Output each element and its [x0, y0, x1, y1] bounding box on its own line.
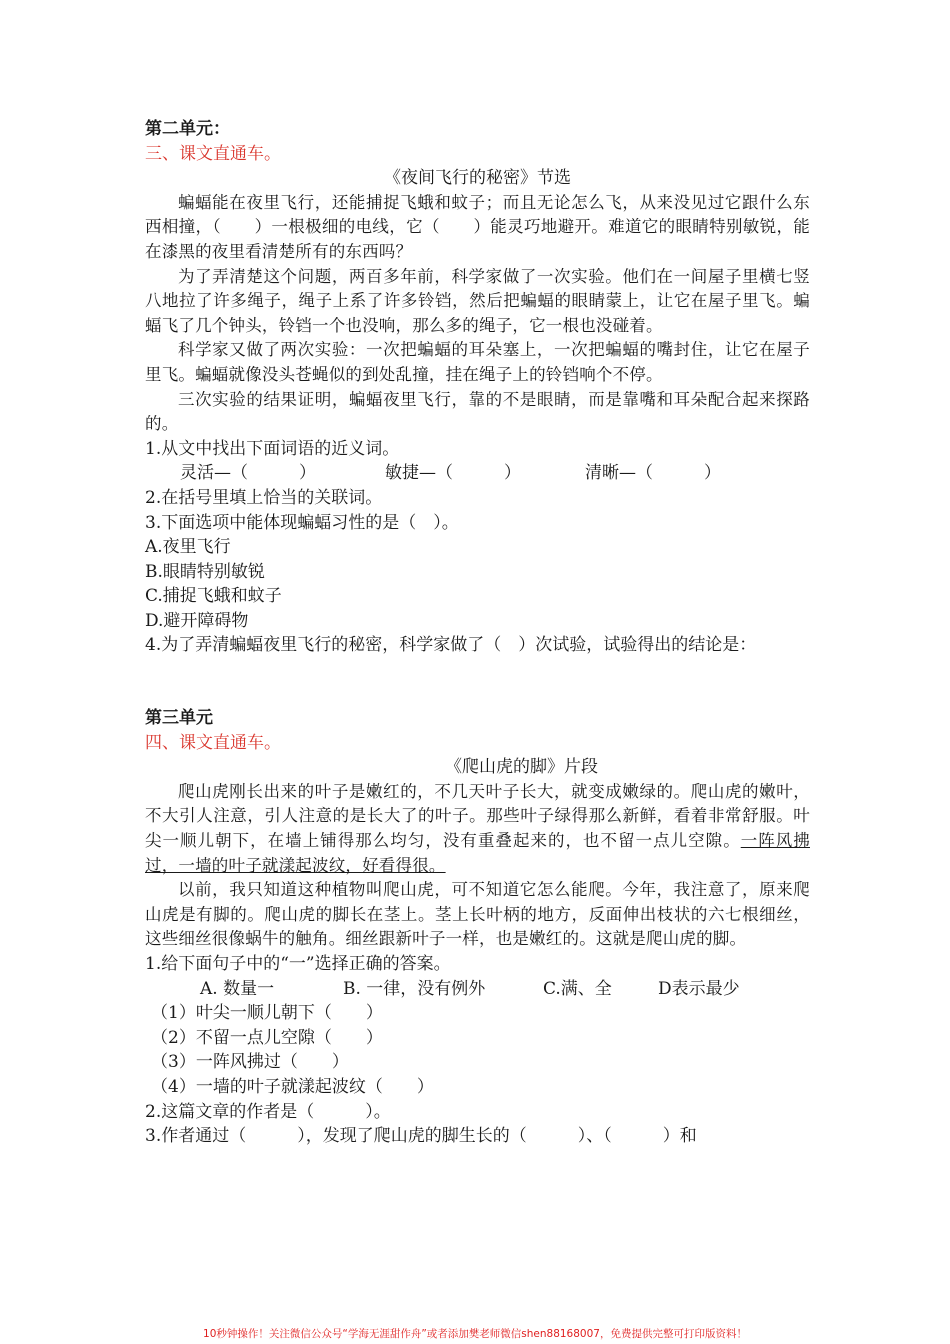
option-c: C.捕捉飞蛾和蚊子 — [145, 586, 282, 607]
unit3-paragraph-2: 以前，我只知道这种植物叫爬山虎，可不知道它怎么能爬。今年，我注意了，原来爬山虎是有脚的。爬山虎的脚长在茎上。茎上长叶柄的地方，反面伸出枝状的六七根细丝，这些细丝很像蜗牛的触角。细丝跟新叶子一样，也是嫩红的。这就是爬山虎的脚。 — [145, 880, 810, 949]
option-a: A.夜里飞行 — [145, 537, 231, 558]
p1-main-text: 爬山虎刚长出来的叶子是嫩红的，不几天叶子长大，就变成嫩绿的。爬山虎的嫩叶，不大引人注意，引人注意的是长大了的叶子。那些叶子绿得那么新鲜，看着非常舒服。叶尖一顺儿朝下，在墙上铺得那么均匀，没有重叠起来的，也不留一点儿空隙。 — [145, 781, 810, 851]
unit2-paragraph-2: 为了弄清楚这个问题，两百多年前，科学家做了一次实验。他们在一间屋子里横七竖八地拉了许多绳子，绳子上系了许多铃铛，然后把蝙蝠的眼睛蒙上，让它在屋子里飞。蝙蝠飞了几个钟头，铃铛一个也没响，那么多的绳子，它一根也没碰着。 — [145, 266, 810, 335]
unit3-section-title: 四、课文直通车。 — [145, 732, 281, 753]
unit3-paragraph-1 — [145, 780, 810, 878]
sub-question-4: （4）一墙的叶子就漾起波纹（ ） — [151, 1076, 434, 1097]
unit2-question-4: 4.为了弄清蝙蝠夜里飞行的秘密，科学家做了（ ）次试验，试验得出的结论是： — [145, 635, 757, 656]
unit2-heading: 第二单元： — [145, 119, 230, 139]
synonym-item: 灵活—（ ） — [180, 463, 316, 484]
unit3-question-2: 2.这篇文章的作者是（ ）。 — [145, 1101, 391, 1122]
option-b: B.眼睛特别敏锐 — [145, 561, 265, 582]
underlined-sentence: 一阵风拂过，一墙的叶子就漾起波纹，好看得很。 — [145, 831, 810, 875]
unit3-question-1: 1.给下面句子中的“一”选择正确的答案。 — [145, 954, 451, 974]
choice-a: A. 数量一 — [200, 978, 275, 999]
unit2-question-1: 1.从文中找出下面词语的近义词。 — [145, 438, 400, 459]
choice-d: D表示最少 — [658, 978, 740, 999]
unit3-heading: 第三单元 — [145, 708, 213, 729]
worksheet-page — [145, 115, 810, 1149]
unit2-paragraph-3: 科学家又做了两次实验：一次把蝙蝠的耳朵塞上，一次把蝙蝠的嘴封住，让它在屋子里飞。蝙蝠就像没头苍蝇似的到处乱撞，挂在绳子上的铃铛响个不停。 — [145, 340, 810, 384]
unit2-paragraph-1: 蝙蝠能在夜里飞行，还能捕捉飞蛾和蚊子；而且无论怎么飞，从来没见过它跟什么东西相撞，（ ）一根极细的电线，它（ ）能灵巧地避开。难道它的眼睛特别敏锐，能在漆黑的夜里看清楚所有的东西吗？ — [145, 192, 810, 261]
footer-notice: 10秒钟操作！关注微信公众号“学海无涯甜作舟”或者添加樊老师微信shen88168007，免费提供完整可打印版资料！ — [203, 1328, 747, 1340]
choice-c: C.满、全 — [543, 978, 612, 999]
option-d: D.避开障碍物 — [145, 610, 249, 631]
choice-b: B. 一律，没有例外 — [343, 978, 486, 999]
unit2-question-3: 3.下面选项中能体现蝙蝠习性的是（ ）。 — [145, 512, 459, 533]
sub-question-3: （3）一阵风拂过（ ） — [151, 1052, 349, 1073]
synonym-item: 清晰—（ ） — [585, 463, 721, 484]
synonym-item: 敏捷—（ ） — [385, 463, 521, 484]
unit2-section-title: 三、课文直通车。 — [145, 143, 281, 164]
unit2-passage-title: 《夜间飞行的秘密》节选 — [384, 168, 571, 189]
unit2-question-2: 2.在括号里填上恰当的关联词。 — [145, 487, 383, 508]
unit3-q1-options — [145, 977, 810, 1002]
sub-question-1: （1）叶尖一顺儿朝下（ ） — [151, 1003, 383, 1024]
unit2-paragraph-4: 三次实验的结果证明，蝙蝠夜里飞行，靠的不是眼睛，而是靠嘴和耳朵配合起来探路的。 — [145, 389, 810, 434]
sub-question-2: （2）不留一点儿空隙（ ） — [151, 1027, 383, 1048]
unit3-passage-title: 《爬山虎的脚》片段 — [445, 757, 598, 778]
unit2-q1-items — [145, 461, 810, 486]
unit3-question-3: 3.作者通过（ ），发现了爬山虎的脚生长的（ ）、（ ）和 — [145, 1126, 697, 1147]
